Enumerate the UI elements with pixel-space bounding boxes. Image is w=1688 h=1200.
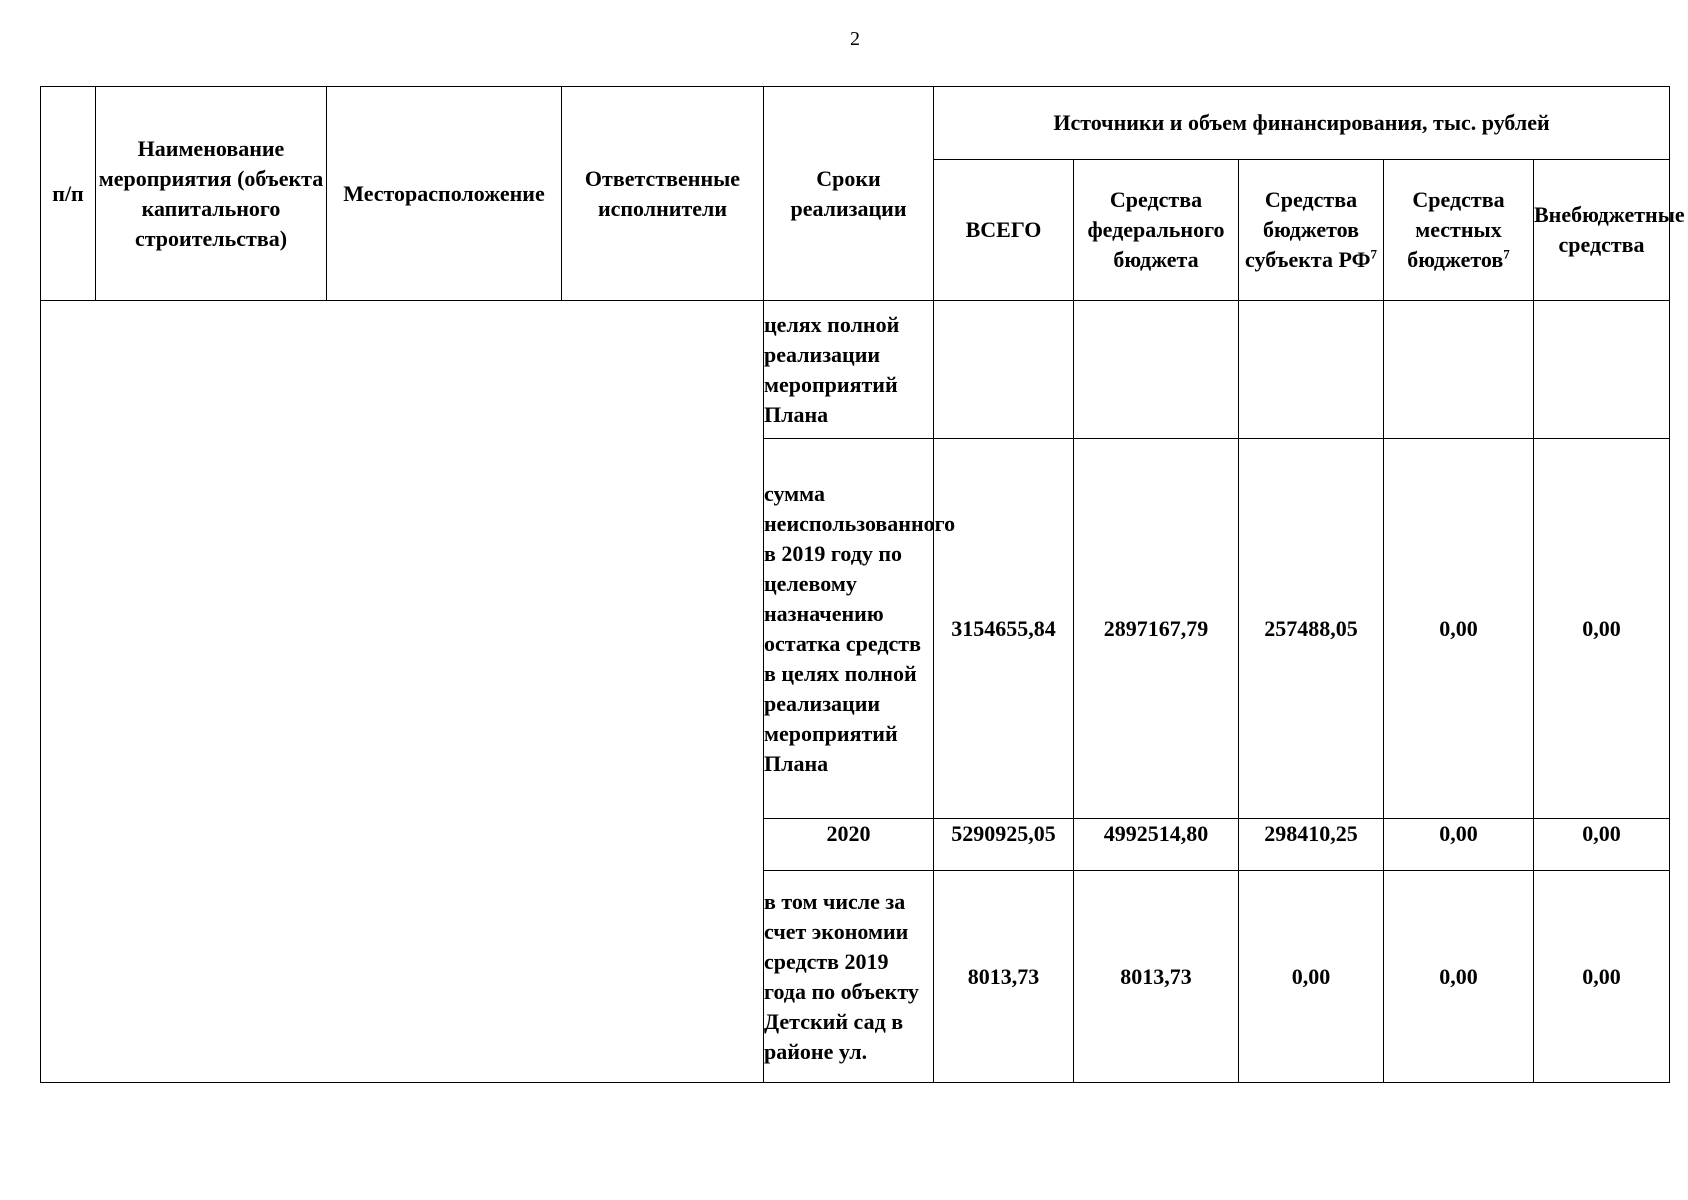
total-cell: 3154655,84 (934, 439, 1074, 819)
extra-cell: 0,00 (1534, 439, 1670, 819)
period-cell: сумма неиспользованного в 2019 году по целевому назначению остатка средств в целях полной реализации мероприятий Плана (764, 439, 934, 819)
extra-cell: 0,00 (1534, 871, 1670, 1083)
header-financing-group: Источники и объем финансирования, тыс. рублей (934, 87, 1670, 160)
header-location: Месторасположение (327, 87, 562, 301)
extra-cell (1534, 301, 1670, 439)
subject-cell: 0,00 (1239, 871, 1384, 1083)
header-subject (1239, 160, 1384, 301)
table-row (41, 301, 1670, 439)
header-executors: Ответственные исполнители (562, 87, 764, 301)
header-terms: Сроки реализации (764, 87, 934, 301)
page-number: 2 (850, 28, 860, 50)
local-cell (1384, 301, 1534, 439)
extra-cell: 0,00 (1534, 819, 1670, 871)
subject-cell (1239, 301, 1384, 439)
local-cell: 0,00 (1384, 439, 1534, 819)
local-cell: 0,00 (1384, 871, 1534, 1083)
period-cell: в том числе за счет экономии средств 2019 года по объекту Детский сад в районе ул. (764, 871, 934, 1083)
header-local-label: Средства местных бюджетов (1407, 187, 1505, 272)
subject-cell: 298410,25 (1239, 819, 1384, 871)
federal-cell: 8013,73 (1074, 871, 1239, 1083)
header-subject-label: Средства бюджетов субъекта РФ (1245, 187, 1371, 272)
federal-cell: 4992514,80 (1074, 819, 1239, 871)
period-cell: 2020 (764, 819, 934, 871)
merged-blank-cell (41, 301, 764, 1083)
header-local-footnote: 7 (1503, 246, 1510, 262)
total-cell (934, 301, 1074, 439)
header-total: ВСЕГО (934, 160, 1074, 301)
header-extrabudget: Внебюджетные средства (1534, 160, 1670, 301)
federal-cell: 2897167,79 (1074, 439, 1239, 819)
total-cell: 8013,73 (934, 871, 1074, 1083)
header-name: Наименование мероприятия (объекта капитального строительства) (96, 87, 327, 301)
federal-cell (1074, 301, 1239, 439)
total-cell: 5290925,05 (934, 819, 1074, 871)
header-local (1384, 160, 1534, 301)
financing-table (40, 86, 1685, 1083)
period-cell: целях полной реализации мероприятий Плана (764, 301, 934, 439)
header-federal: Средства федерального бюджета (1074, 160, 1239, 301)
local-cell: 0,00 (1384, 819, 1534, 871)
header-number: п/п (41, 87, 96, 301)
header-subject-footnote: 7 (1370, 246, 1377, 262)
subject-cell: 257488,05 (1239, 439, 1384, 819)
